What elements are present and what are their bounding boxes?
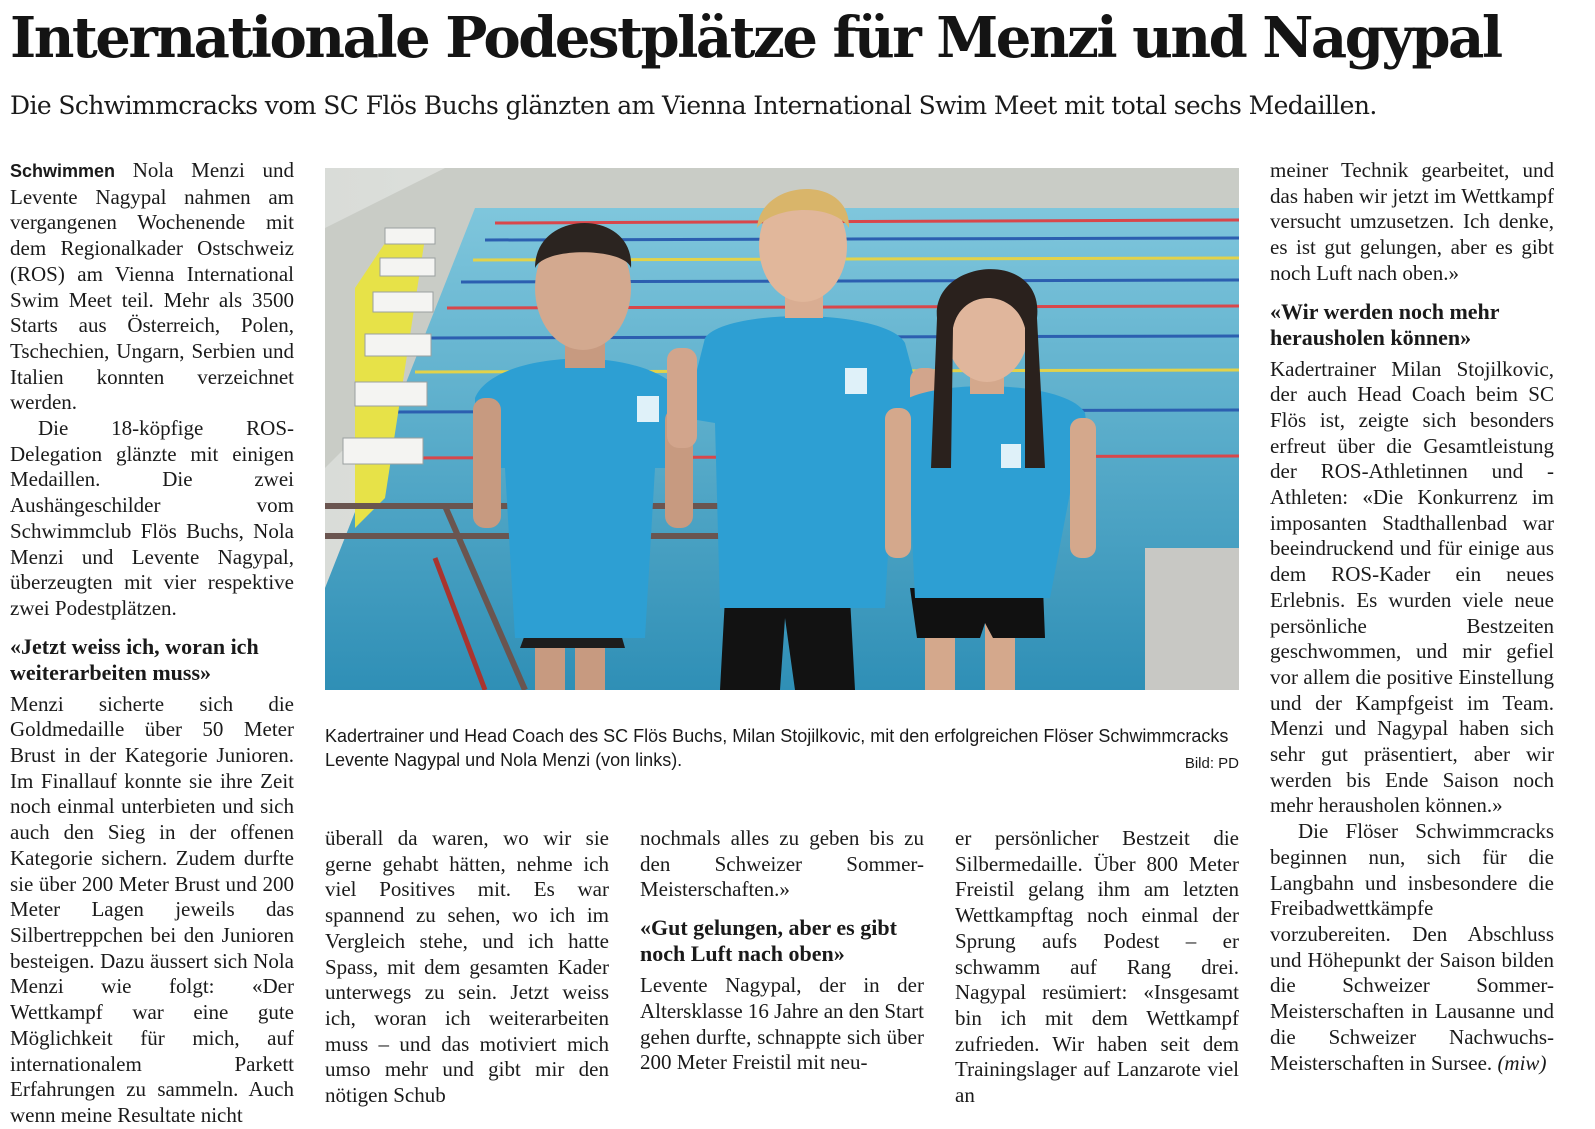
paragraph: Kadertrainer Milan Stojilkovic, der auch Head Coach beim SC Flös ist, zeigte sich besonders erfreut über die Gesamtleistung der ROS-Athletinnen und -Athleten: «Die Konkurrenz im imposanten Stadthallenbad war beeindruckend und für einige aus dem ROS-Kader ein neues Erlebnis. Es wurden viele neue persönliche Bestzeiten geschwommen, und mir gefiel vor allem die positive Einstellung und der Kampfgeist im Team. Menzi und Nagypal haben sich sehr gut präsentiert, aber wir werden bis Ende Saison noch mehr herausholen können.»	[1270, 356, 1554, 818]
column-1	[10, 158, 294, 1129]
paragraph: er persönlicher Bestzeit die Silbermedaille. Über 800 Meter Freistil gelang ihm am letzten Wettkampftag noch einmal der Sprung aufs Podest – er schwamm auf Rang drei. Nagypal resümiert: «Insgesamt bin ich mit dem Wettkampf zufrieden. Wir haben seit dem Trainingslager auf Lanzarote viel an	[955, 826, 1239, 1108]
subheadline: Die Schwimmcracks vom SC Flös Buchs glänzten am Vienna International Swim Meet mit total sechs Medaillen.	[10, 91, 1377, 120]
team-photo	[325, 168, 1239, 690]
paragraph: Menzi sicherte sich die Goldmedaille über 50 Meter Brust in der Kategorie Junioren. Im Finallauf konnte sie ihre Zeit noch einmal unterbieten und sich auch den Sieg in der offenen Kategorie sichern. Zudem durfte sie über 200 Meter Brust und 200 Meter Lagen jeweils das Silbertreppchen bei den Junioren besteigen. Dazu äussert sich Nola Menzi wie folgt: «Der Wettkampf war eine gute Möglichkeit für mich, auf internationalem Parkett Erfahrungen zu sammeln. Auch wenn meine Resultate nicht	[10, 691, 294, 1127]
subheading: «Gut gelungen, aber es gibt noch Luft nach oben»	[640, 915, 897, 967]
paragraph: überall da waren, wo wir sie gerne gehabt hätten, nehme ich viel Positives mit. Es war spannend zu sehen, wo ich im Vergleich stehe, und ich hatte Spass, mit dem gesamten Kader unterwegs zu sein. Jetzt weiss ich, woran ich weiterarbeiten muss – und das motiviert mich umso mehr und gibt mir den nötigen Schub	[325, 826, 609, 1108]
kicker: Schwimmen	[10, 161, 116, 181]
paragraph: meiner Technik gearbeitet, und das haben wir jetzt im Wettkampf versucht umzusetzen. Ich denke, es ist gut gelungen, aber es gibt noch Luft nach oben.»	[1270, 158, 1554, 285]
byline: (miw)	[1497, 1050, 1547, 1075]
subheading: «Jetzt weiss ich, woran ich weiterarbeiten muss»	[10, 633, 259, 685]
column-4	[955, 826, 1239, 1109]
subheading: «Wir werden noch mehr herausholen können»	[1270, 298, 1500, 350]
headline: Internationale Podestplätze für Menzi und Nagypal	[10, 5, 1501, 71]
paragraph	[1270, 819, 1554, 1076]
column-3	[640, 826, 924, 1076]
photo-credit: Bild: PD	[1184, 755, 1239, 772]
paragraph: Die 18-köpfige ROS-Delegation glänzte mit einigen Medaillen. Die zwei Aushängeschilder vom Schwimmclub Flös Buchs, Nola Menzi und Levente Nagypal, überzeugten mit vier respektive zwei Podestplätzen.	[10, 416, 294, 620]
paragraph-text: Nola Menzi und Levente Nagypal nahmen am vergangenen Wochenende mit dem Regionalkader Ostschweiz (ROS) am Vienna International Swim Meet teil. Mehr als 3500 Starts aus Österreich, Polen, Tschechien, Ungarn, Serbien und Italien konnten verzeichnet werden.	[10, 158, 294, 415]
column-2	[325, 826, 609, 1109]
paragraph-text: Die Flöser Schwimmcracks beginnen nun, sich für die Langbahn und insbesondere die Freibadwettkämpfe vorzubereiten. Den Abschluss und Höhepunkt der Saison bilden die Schweizer Sommer-Meisterschaften in Lausanne und die Schweizer Nachwuchs-Meisterschaften in Sursee.	[1270, 819, 1554, 1075]
column-5	[1270, 158, 1554, 1076]
paragraph: Levente Nagypal, der in der Altersklasse 16 Jahre an den Start gehen durfte, schnappte sich über 200 Meter Freistil mit neu-	[640, 973, 925, 1075]
paragraph: nochmals alles zu geben bis zu den Schweizer Sommer-Meisterschaften.»	[640, 826, 924, 902]
paragraph	[10, 158, 294, 416]
photo-caption: Kadertrainer und Head Coach des SC Flös Buchs, Milan Stojilkovic, mit den erfolgreichen Flöser Schwimmcracks Levente Nagypal und Nola Menzi (von links).	[325, 726, 1229, 770]
